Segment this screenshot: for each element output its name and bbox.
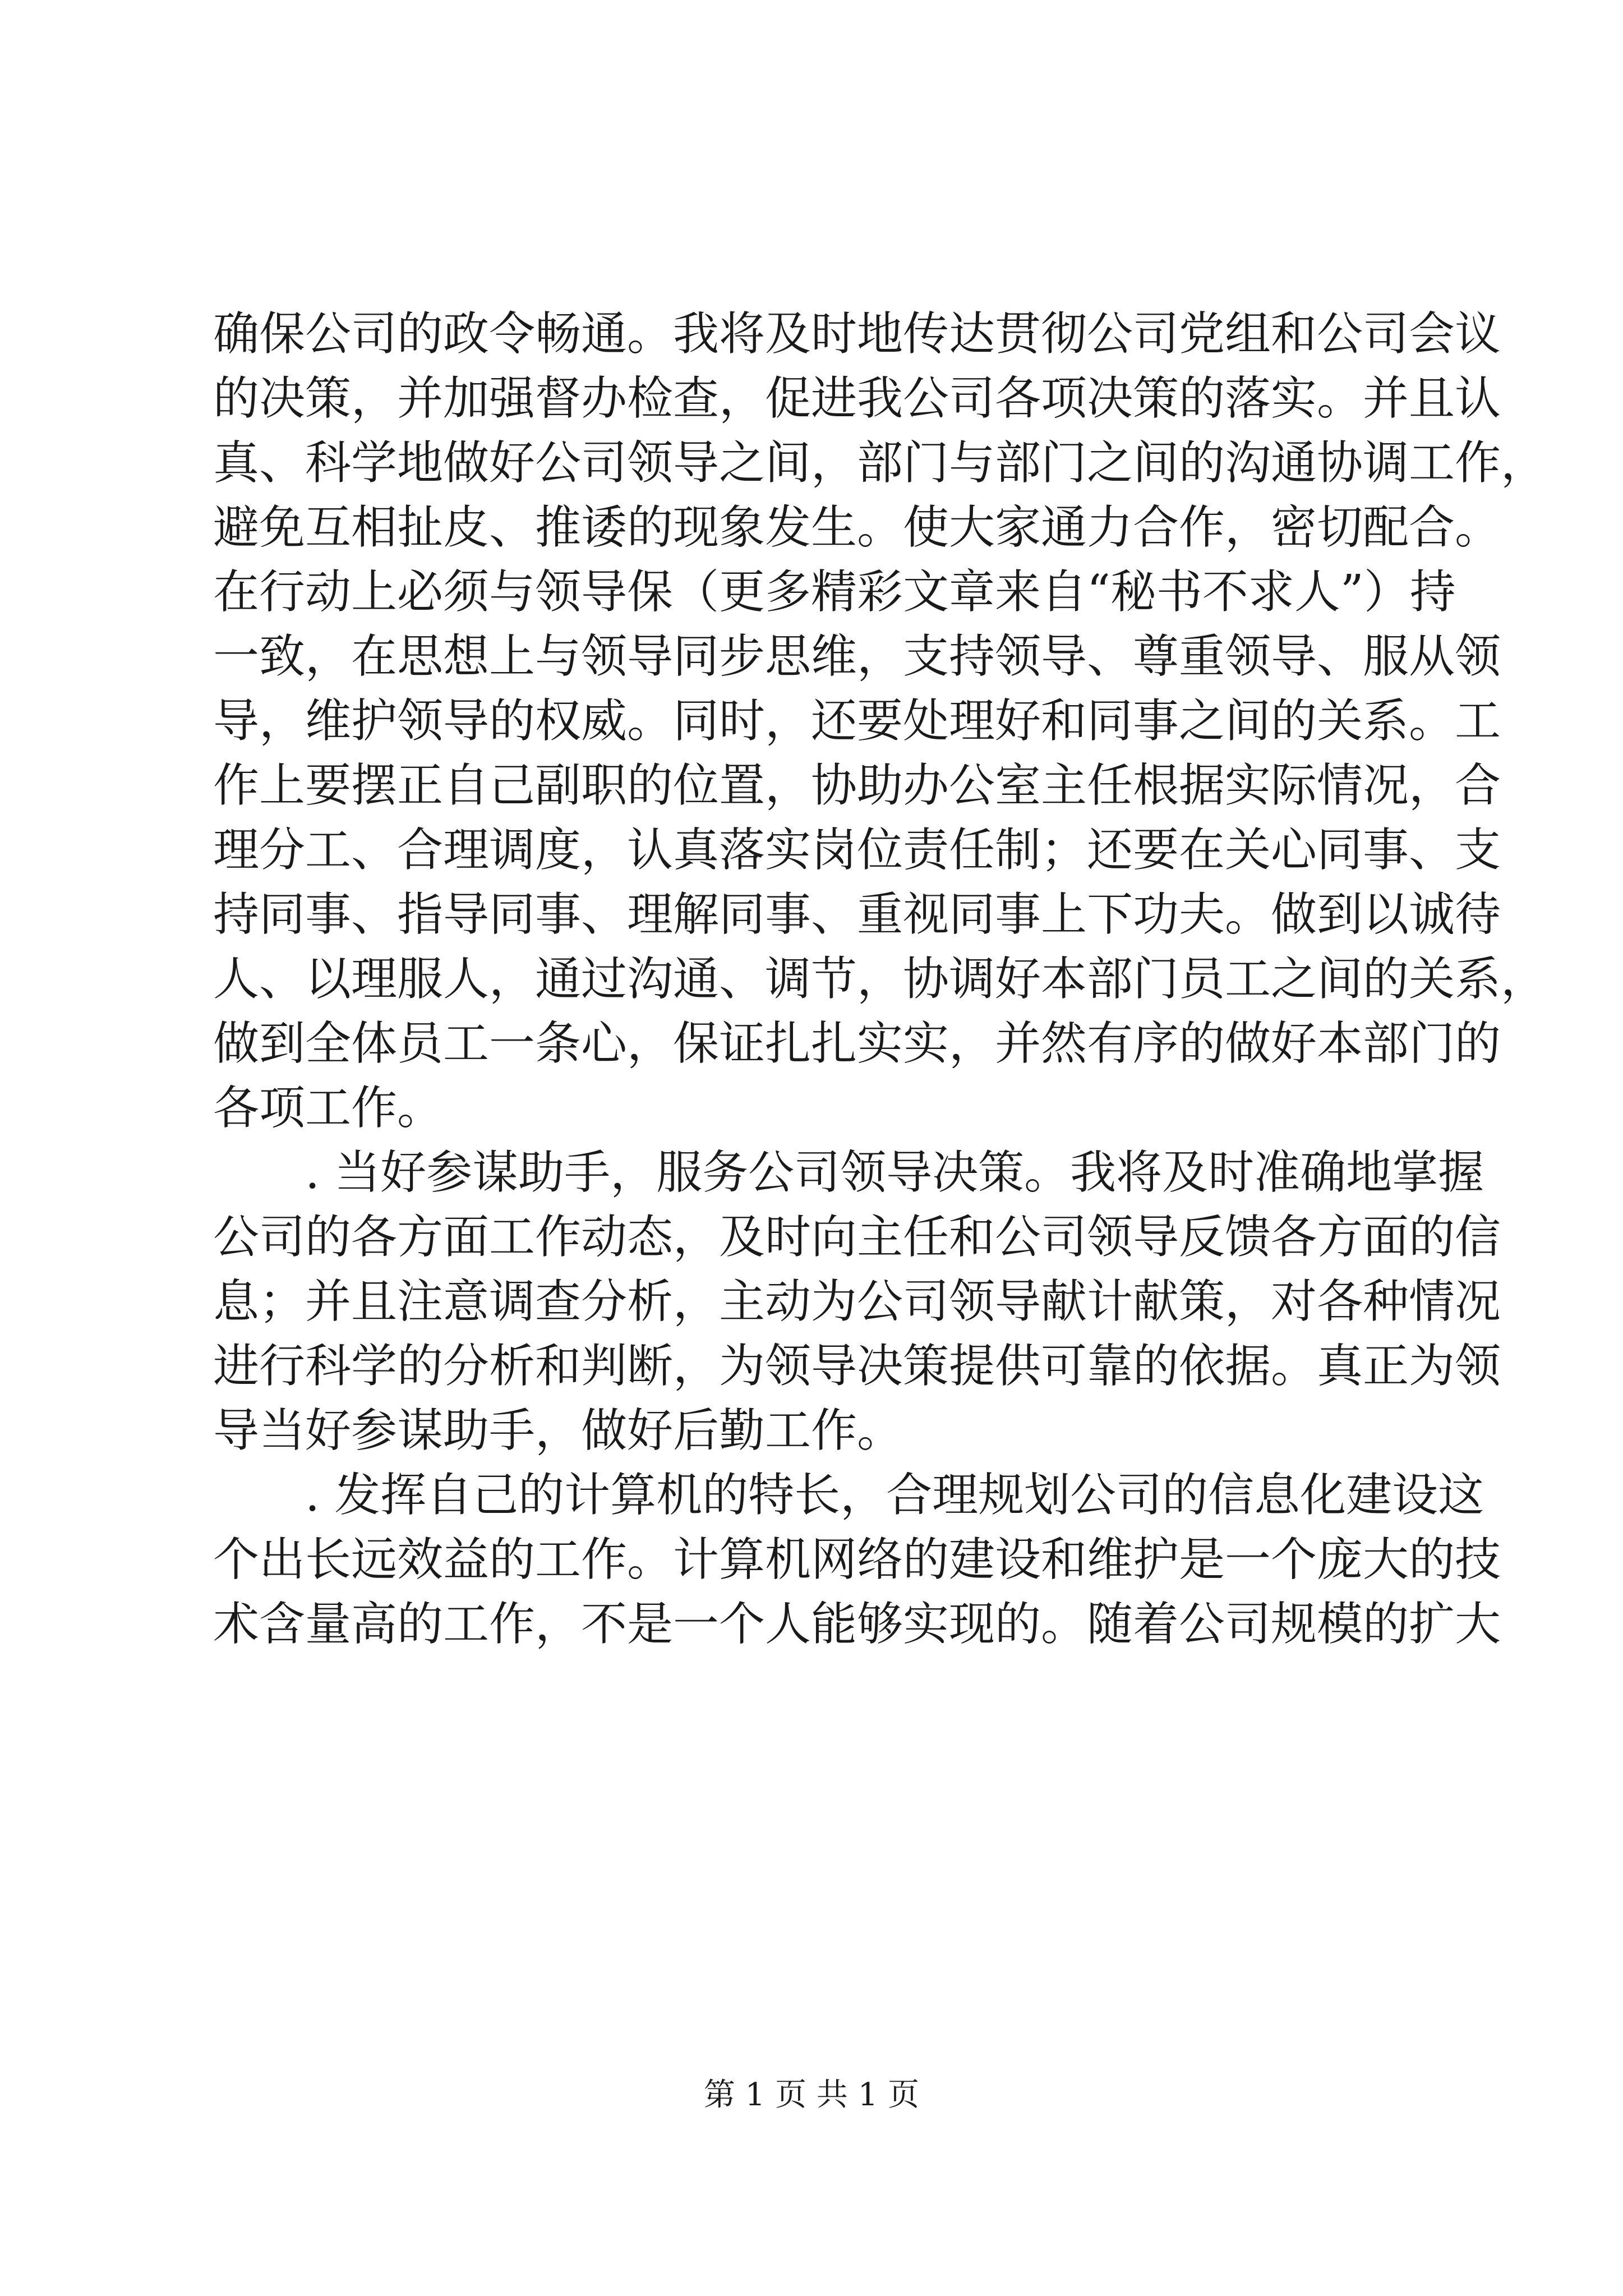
text-line: 在行动上必须与领导保（更多精彩文章来自“秘书不求人”）持 [213, 565, 1456, 619]
text-line: 人、以理服人，通过沟通、调节，协调好本部门员工之间的关系， [213, 953, 1547, 1006]
text-line: 一致，在思想上与领导同步思维，支持领导、尊重领导、服从领 [213, 630, 1501, 683]
text-line: . 发挥自己的计算机的特长，合理规划公司的信息化建设这 [213, 1469, 1484, 1522]
text-line: 个出长远效益的工作。计算机网络的建设和维护是一个庞大的技 [213, 1533, 1501, 1586]
text-line: 作上要摆正自己副职的位置，协助办公室主任根据实际情况，合 [213, 759, 1501, 812]
text-line: 的决策，并加强督办检查，促进我公司各项决策的落实。并且认 [213, 372, 1501, 425]
text-line: 息；并且注意调查分析，主动为公司领导献计献策，对各种情况 [213, 1275, 1501, 1328]
text-line: 做到全体员工一条心，保证扎扎实实，并然有序的做好本部门的 [213, 1017, 1501, 1070]
text-line: 术含量高的工作，不是一个人能够实现的。随着公司规模的扩大 [213, 1598, 1501, 1651]
page-footer: 第 1 页 共 1 页 [703, 2077, 920, 2113]
text-line: 各项工作。 [213, 1082, 444, 1135]
text-line: 确保公司的政令畅通。我将及时地传达贯彻公司党组和公司会议 [213, 307, 1501, 361]
text-line: 避免互相扯皮、推诿的现象发生。使大家通力合作，密切配合。 [213, 501, 1501, 554]
text-line: 持同事、指导同事、理解同事、重视同事上下功夫。做到以诚待 [213, 888, 1501, 941]
text-line: . 当好参谋助手，服务公司领导决策。我将及时准确地掌握 [213, 1146, 1484, 1199]
text-line: 公司的各方面工作动态，及时向主任和公司领导反馈各方面的信 [213, 1211, 1501, 1264]
text-line: 真、科学地做好公司领导之间，部门与部门之间的沟通协调工作， [213, 436, 1547, 490]
text-line: 进行科学的分析和判断，为领导决策提供可靠的依据。真正为领 [213, 1340, 1501, 1393]
text-line: 导当好参谋助手，做好后勤工作。 [213, 1404, 903, 1457]
text-line: 理分工、合理调度，认真落实岗位责任制；还要在关心同事、支 [213, 823, 1501, 877]
text-line: 导，维护领导的权威。同时，还要处理好和同事之间的关系。工 [213, 694, 1501, 748]
